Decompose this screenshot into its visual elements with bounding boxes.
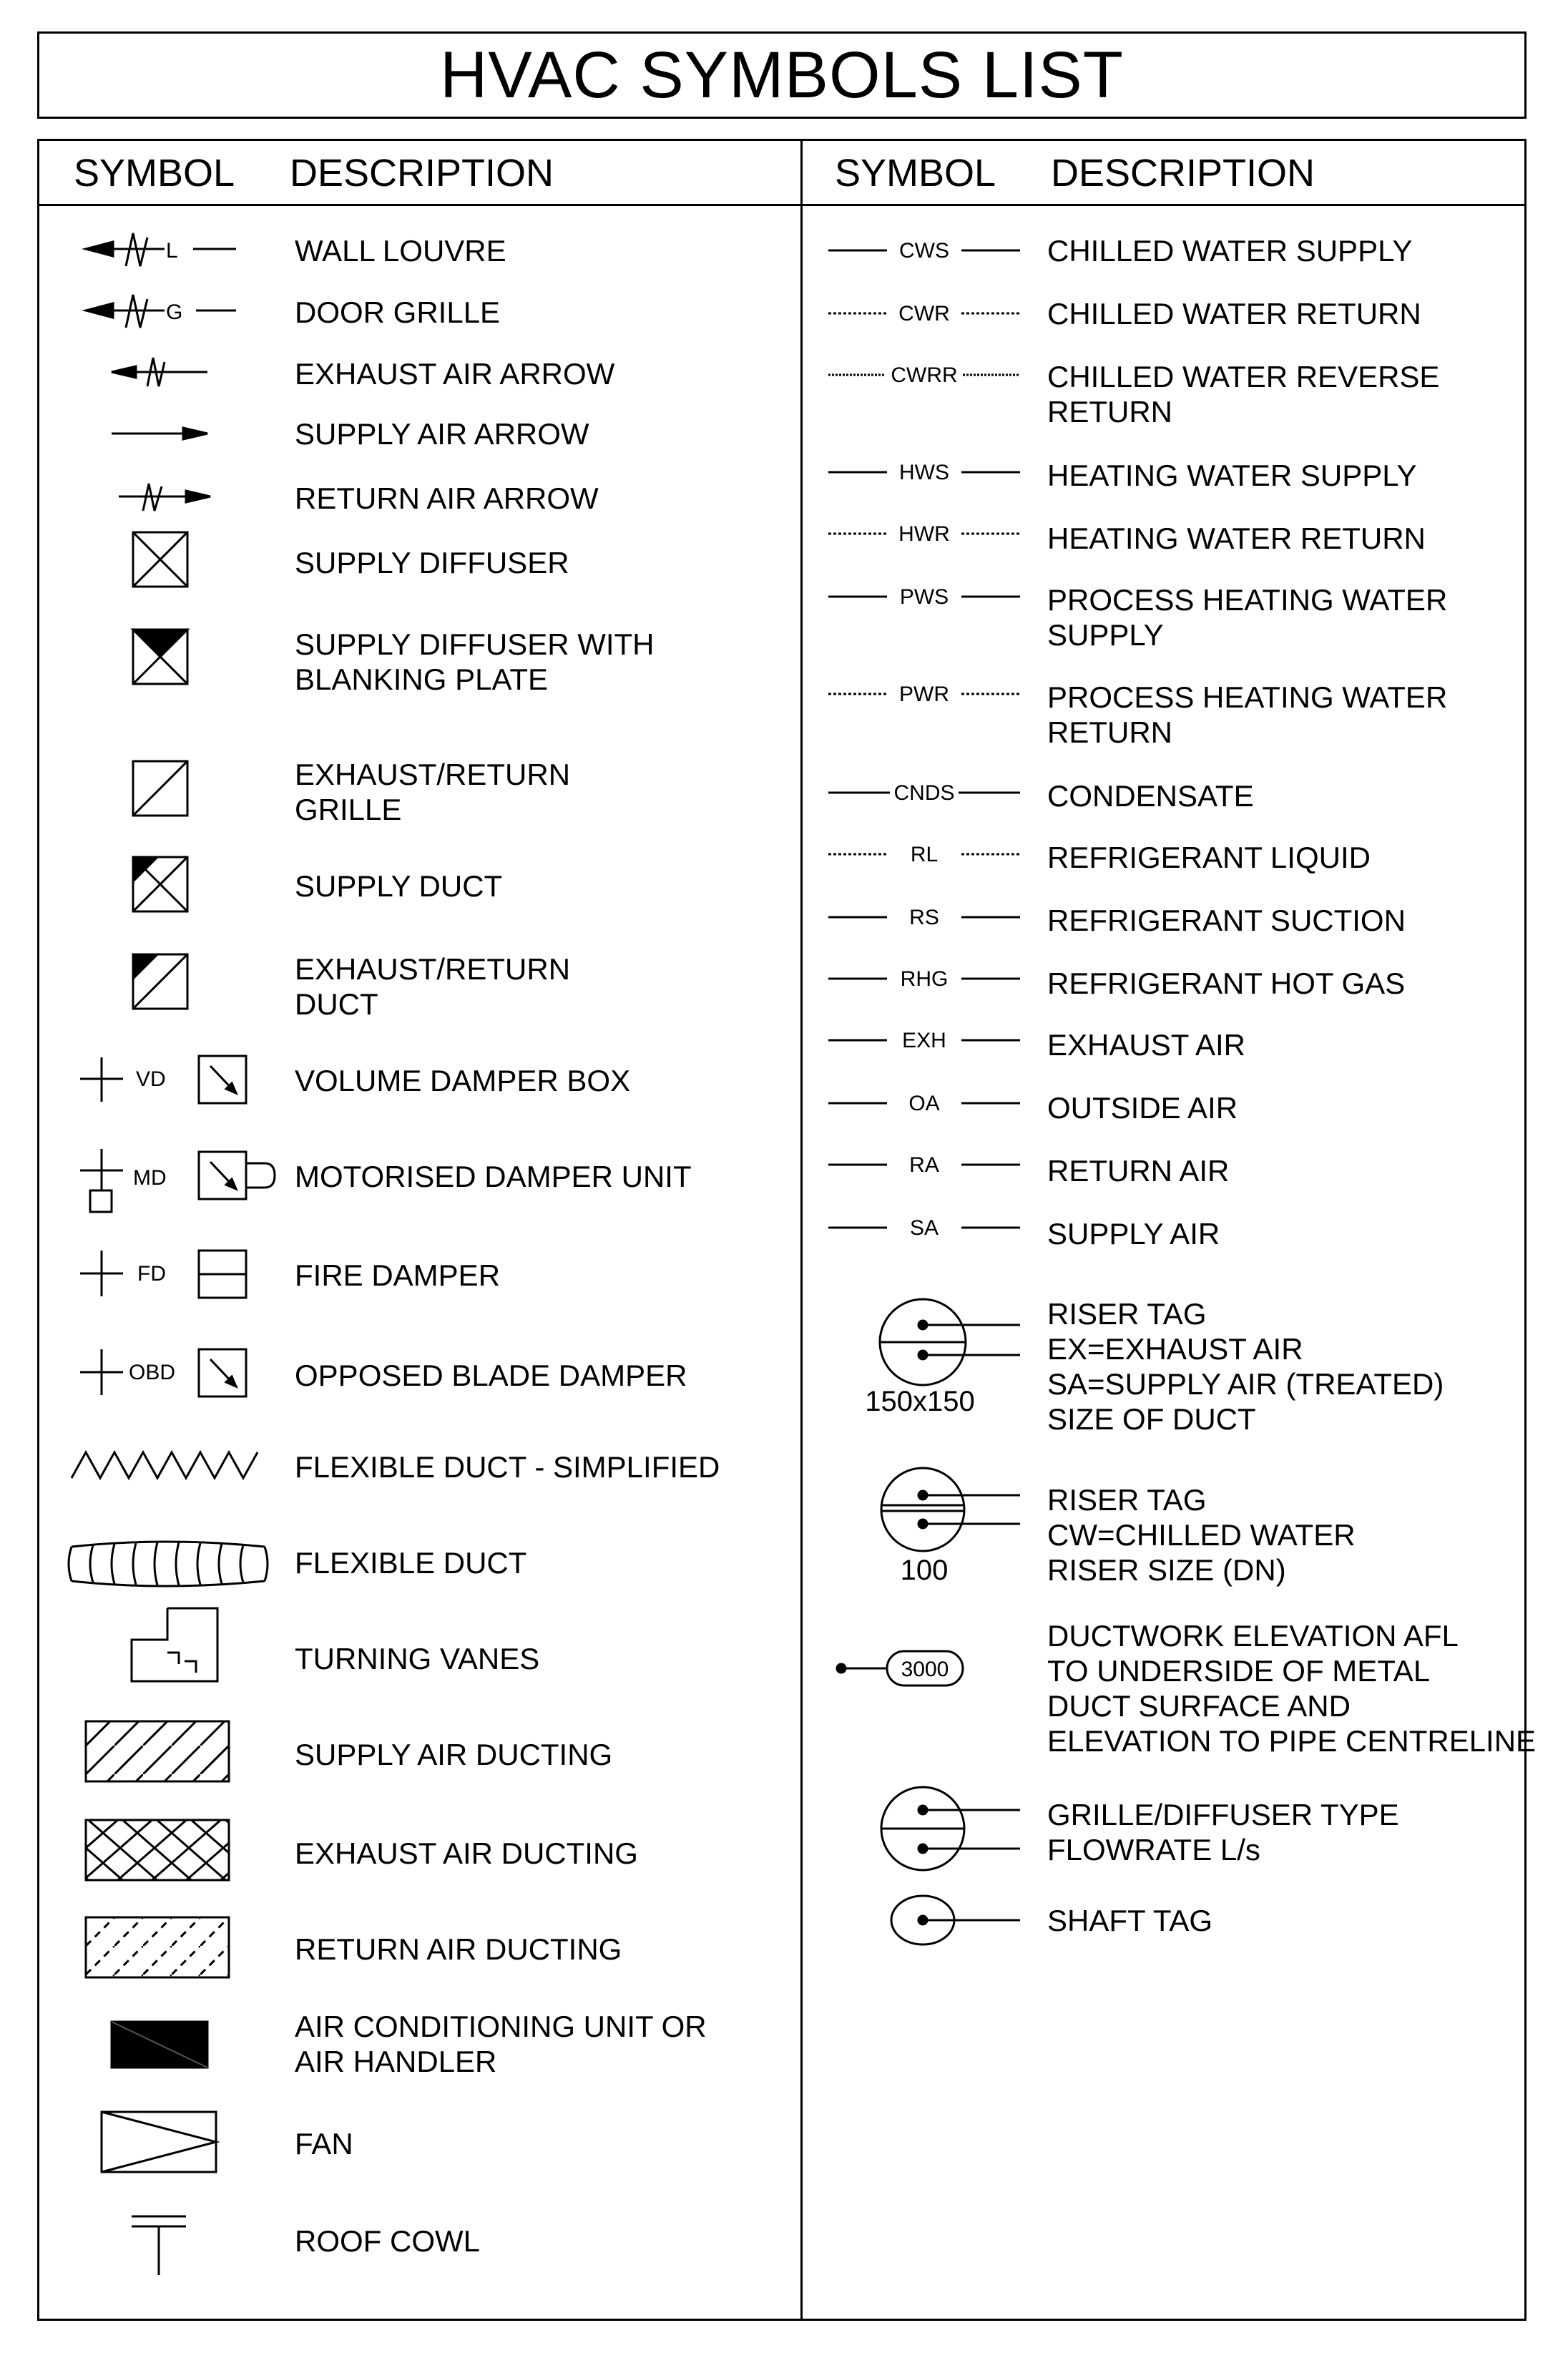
riser-tag-pipe-icon: [881, 1468, 1020, 1586]
description-fire-damper: FIRE DAMPER: [295, 1258, 501, 1292]
opposed-blade-damper-icon: [80, 1349, 246, 1396]
door-grille-icon: [86, 295, 236, 328]
description-cnds: CONDENSATE: [1047, 779, 1254, 813]
description-pws: PROCESS HEATING WATER SUPPLY: [1047, 583, 1448, 652]
description-opposed-blade-damper: OPPOSED BLADE DAMPER: [295, 1359, 687, 1392]
ductwork-elevation-value: 3000: [901, 1658, 949, 1681]
pipe-code-cwrr: CWRR: [891, 363, 958, 387]
pipe-line-hwr-icon: [828, 522, 1020, 546]
description-hws: HEATING WATER SUPPLY: [1047, 459, 1417, 492]
description-pwr: PROCESS HEATING WATER RETURN: [1047, 680, 1448, 749]
description-motorised-damper: MOTORISED DAMPER UNIT: [295, 1160, 692, 1193]
wall-louvre-code: L: [166, 239, 178, 263]
pipe-line-oa-icon: [828, 1092, 1020, 1115]
exhaust-air-arrow-icon: [112, 358, 207, 386]
description-supply-diffuser: SUPPLY DIFFUSER: [295, 546, 569, 579]
description-turning-vanes: TURNING VANES: [295, 1642, 540, 1675]
description-rl: REFRIGERANT LIQUID: [1047, 841, 1371, 874]
exhaust-air-ducting-icon: [86, 1820, 229, 1880]
roof-cowl-icon: [132, 2216, 186, 2275]
pipe-code-cws: CWS: [899, 239, 949, 263]
pipe-line-cnds-icon: [828, 781, 1020, 805]
opposed-blade-damper-code: OBD: [129, 1361, 176, 1384]
pipe-line-rs-icon: [828, 906, 1020, 929]
shaft-tag-icon: [891, 1896, 1020, 1944]
pipe-line-ra-icon: [828, 1153, 1020, 1177]
pipe-code-hws: HWS: [899, 461, 949, 484]
wall-louvre-icon: [86, 233, 236, 266]
pipe-line-exh-icon: [828, 1029, 1020, 1052]
pipe-line-rhg-icon: [828, 967, 1020, 991]
return-air-arrow-icon: [119, 484, 210, 511]
description-return-air-arrow: RETURN AIR ARROW: [295, 481, 599, 515]
pipe-line-pwr-icon: [828, 683, 1020, 706]
description-exhaust-air-arrow: EXHAUST AIR ARROW: [295, 357, 615, 391]
description-wall-louvre: WALL LOUVRE: [295, 234, 506, 268]
description-fan: FAN: [295, 2127, 353, 2161]
pipe-code-ra: RA: [909, 1153, 939, 1177]
description-cws: CHILLED WATER SUPPLY: [1047, 234, 1413, 268]
pipe-code-pwr: PWR: [899, 683, 949, 706]
description-oa: OUTSIDE AIR: [1047, 1091, 1238, 1125]
description-rs: REFRIGERANT SUCTION: [1047, 904, 1406, 937]
pipe-code-hwr: HWR: [898, 522, 950, 546]
description-exh: EXHAUST AIR: [1047, 1028, 1245, 1062]
description-supply-diffuser-blanking: SUPPLY DIFFUSER WITH BLANKING PLATE: [295, 627, 655, 696]
right-description-header: DESCRIPTION: [1051, 152, 1315, 195]
riser-tag-pipe-size: 100: [900, 1555, 949, 1586]
fire-damper-icon: [80, 1251, 246, 1298]
ductwork-elevation-icon: [837, 1651, 963, 1686]
pipe-line-cwrr-icon: [828, 363, 1020, 387]
pipe-code-pws: PWS: [899, 585, 949, 609]
grille-diffuser-tag-icon: [881, 1787, 1020, 1870]
pipe-code-oa: OA: [908, 1092, 940, 1115]
supply-air-arrow-icon: [112, 428, 207, 439]
volume-damper-box-icon: [80, 1056, 246, 1103]
supply-diffuser-icon: [133, 532, 187, 587]
fan-icon: [102, 2112, 216, 2172]
description-exhaust-return-duct: EXHAUST/RETURN DUCT: [295, 952, 571, 1021]
description-riser-tag-duct: RISER TAG EX=EXHAUST AIR SA=SUPPLY AIR (TREATED) SIZE OF DUCT: [1047, 1297, 1444, 1436]
motorised-damper-code: MD: [133, 1166, 167, 1190]
description-volume-damper-box: VOLUME DAMPER BOX: [295, 1064, 631, 1097]
pipe-line-hws-icon: [828, 461, 1020, 484]
pipe-line-cwr-icon: [828, 302, 1020, 326]
pipe-code-cwr: CWR: [898, 302, 950, 326]
description-supply-air-arrow: SUPPLY AIR ARROW: [295, 417, 589, 451]
pipe-line-sa-icon: [828, 1216, 1020, 1240]
return-air-ducting-icon: [86, 1917, 229, 1977]
description-exhaust-air-ducting: EXHAUST AIR DUCTING: [295, 1836, 638, 1870]
supply-duct-icon: [133, 857, 187, 911]
description-cwr: CHILLED WATER RETURN: [1047, 297, 1421, 331]
description-exhaust-return-grille: EXHAUST/RETURN GRILLE: [295, 758, 571, 826]
description-return-air-ducting: RETURN AIR DUCTING: [295, 1932, 622, 1966]
pipe-code-exh: EXH: [902, 1029, 946, 1052]
volume-damper-code: VD: [136, 1067, 166, 1091]
fire-damper-code: FD: [137, 1262, 166, 1286]
pipe-line-rl-icon: [828, 843, 1020, 866]
description-shaft-tag: SHAFT TAG: [1047, 1904, 1213, 1937]
left-symbol-header: SYMBOL: [74, 152, 235, 195]
pipe-line-cws-icon: [828, 239, 1020, 263]
pipe-code-sa: SA: [909, 1216, 939, 1240]
supply-air-ducting-icon: [86, 1721, 229, 1781]
riser-tag-duct-size: 150x150: [865, 1386, 975, 1417]
pipe-code-rs: RS: [909, 906, 939, 929]
right-symbol-header: SYMBOL: [835, 152, 996, 195]
description-roof-cowl: ROOF COWL: [295, 2224, 480, 2258]
air-handler-icon: [112, 2022, 207, 2068]
motorised-damper-unit-icon: [80, 1149, 275, 1212]
description-flexible-duct: FLEXIBLE DUCT: [295, 1546, 527, 1580]
door-grille-code: G: [166, 300, 183, 324]
page-title: HVAC SYMBOLS LIST: [439, 38, 1124, 112]
turning-vanes-icon: [132, 1608, 217, 1681]
pipe-code-rhg: RHG: [900, 967, 949, 991]
description-supply-duct: SUPPLY DUCT: [295, 869, 503, 903]
exhaust-return-duct-icon: [133, 954, 187, 1009]
description-rhg: REFRIGERANT HOT GAS: [1047, 967, 1406, 1000]
description-supply-air-ducting: SUPPLY AIR DUCTING: [295, 1738, 613, 1771]
riser-tag-duct-icon: [865, 1299, 1020, 1417]
exhaust-return-grille-icon: [133, 761, 187, 816]
flexible-duct-icon: [69, 1542, 268, 1586]
left-description-header: DESCRIPTION: [290, 152, 554, 195]
pipe-code-rl: RL: [910, 843, 939, 866]
description-flexible-duct-simplified: FLEXIBLE DUCT - SIMPLIFIED: [295, 1450, 720, 1484]
description-door-grille: DOOR GRILLE: [295, 295, 501, 329]
description-sa: SUPPLY AIR: [1047, 1217, 1220, 1251]
description-ra: RETURN AIR: [1047, 1154, 1230, 1188]
description-cwrr: CHILLED WATER REVERSE RETURN: [1047, 360, 1440, 429]
description-air-handler: AIR CONDITIONING UNIT OR AIR HANDLER: [295, 2010, 707, 2078]
pipe-line-pws-icon: [828, 585, 1020, 609]
supply-diffuser-blanking-plate-icon: [133, 630, 187, 684]
flexible-duct-simplified-icon: [72, 1452, 258, 1478]
description-hwr: HEATING WATER RETURN: [1047, 522, 1426, 555]
description-grille-diffuser-tag: GRILLE/DIFFUSER TYPE FLOWRATE L/s: [1047, 1798, 1399, 1867]
pipe-code-cnds: CNDS: [893, 781, 955, 805]
description-ductwork-elevation: DUCTWORK ELEVATION AFL TO UNDERSIDE OF METAL DUCT SURFACE AND ELEVATION TO PIPE CENTRELINE: [1047, 1619, 1537, 1758]
description-riser-tag-pipe: RISER TAG CW=CHILLED WATER RISER SIZE (DN): [1047, 1483, 1356, 1587]
